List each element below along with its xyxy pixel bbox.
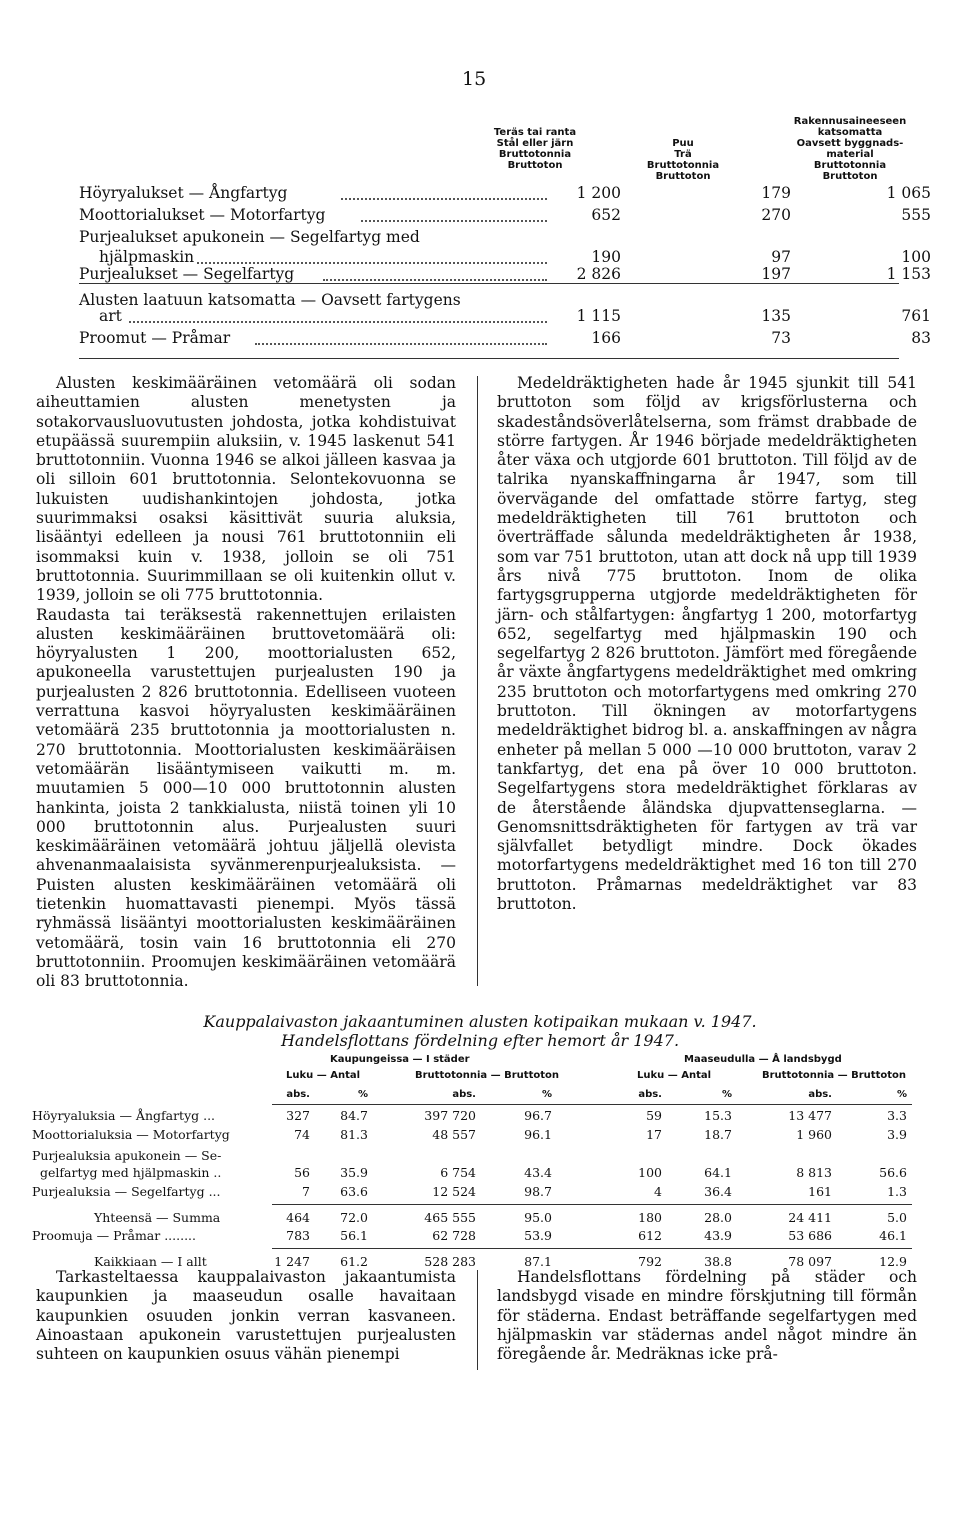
table-cell: 53 686 — [788, 1228, 832, 1243]
table-cell: 15.3 — [704, 1108, 732, 1123]
row-label: Moottorialuksia — Motorfartyg — [32, 1127, 230, 1142]
table1-row: Höyryalukset — Ångfartyg 1 200 179 1 065 — [79, 184, 931, 202]
row-label: Yhteensä — Summa — [94, 1210, 221, 1225]
table-cell: 95.0 — [524, 1210, 552, 1225]
table-cell: 56.1 — [340, 1228, 368, 1243]
table1-row: Proomut — Pråmar 166 73 83 — [79, 329, 931, 347]
subheader: Bruttotonnia — Bruttoton — [762, 1070, 907, 1081]
table-cell: 98.7 — [524, 1184, 552, 1199]
table-cell: 59 — [646, 1108, 662, 1123]
table-cell: 100 — [638, 1165, 662, 1180]
table-rule — [272, 1204, 912, 1205]
unit-label: abs. — [638, 1089, 662, 1100]
unit-label: abs. — [286, 1089, 310, 1100]
table-cell: 12.9 — [879, 1254, 907, 1269]
table-cell: 6 754 — [440, 1165, 476, 1180]
finnish-text-column — [36, 374, 456, 992]
paragraph: Raudasta tai teräksestä rakennettujen erilaisten alusten keskimääräinen bruttovetomäärä oli: höyryalusten 1 200, moottorialusten 652, apukoneella varustettujen purjealusten 190 ja purjealusten 2 826 bruttotonnia. Edelliseen vuoteen verrattuna kasvoi höyryalusten keskimääräinen vetomäärä 235 bruttotonnia ja moottorialusten n. 270 bruttotonnia. Moottorialusten keskimääräisen vetomäärän lisääntymiseen vaikutti m. m. muutamien 5 000—10 000 bruttotonnin alusten hankinta, joista 2 tankkialusta, niistä toinen yli 10 000 bruttotonnin alus. Purjealusten suuri keskimääräinen vetomäärä johtuu jäljellä olevista ahvenanmaalaisista syvänmerenpurjealuksista. — Puisten alusten keskimääräinen vetomäärä oli tietenkin huomattavasti pienempi. Myös tässä ryhmässä lisääntyi moottorialusten keskimääräinen vetomäärä, tosin vain 16 bruttotonnia eli 270 bruttotonniin. Proomujen keskimääräinen vetomäärä oli 83 bruttotonnia. — [36, 605, 456, 991]
subheader: Bruttotonnia — Bruttoton — [415, 1070, 560, 1081]
table-cell: 7 — [302, 1184, 310, 1199]
table-cell: 87.1 — [524, 1254, 552, 1269]
table1-row: hjälpmaskin 190 97 100 — [99, 248, 931, 266]
table-cell: 36.4 — [704, 1184, 732, 1199]
table-cell: 43.9 — [704, 1228, 732, 1243]
hemort-table — [32, 1052, 920, 1269]
table-cell: 612 — [638, 1228, 662, 1243]
table-cell: 38.8 — [704, 1254, 732, 1269]
table-cell: 4 — [654, 1184, 662, 1199]
table-cell: 53.9 — [524, 1228, 552, 1243]
unit-label: abs. — [452, 1089, 476, 1100]
row-label: Purjealuksia apukonein — Se- — [32, 1148, 222, 1163]
table-cell: 1 247 — [274, 1254, 310, 1269]
table2-caption-sv: Handelsflottans fördelning efter hemort år 1947. — [280, 1031, 680, 1050]
subheader: Luku — Antal — [286, 1070, 361, 1081]
table-rule — [79, 358, 899, 359]
table-cell: 783 — [286, 1228, 310, 1243]
table-cell: 78 097 — [788, 1254, 832, 1269]
group-header-city: Kaupungeissa — I städer — [330, 1054, 470, 1065]
table-cell: 528 283 — [424, 1254, 476, 1269]
table-cell: 13 477 — [788, 1108, 832, 1123]
table-cell: 3.3 — [887, 1108, 907, 1123]
table-cell: 28.0 — [704, 1210, 732, 1225]
column-divider — [477, 376, 478, 986]
table-cell: 64.1 — [704, 1165, 732, 1180]
table-cell: 161 — [808, 1184, 832, 1199]
table-cell: 8 813 — [796, 1165, 832, 1180]
table-cell: 48 557 — [432, 1127, 476, 1142]
paragraph: Tarkasteltaessa kauppalaivaston jakaantumista kaupunkien ja maaseudun osalle havaitaan kaupunkien osuuden jonkin verran kasvaneen. Ainoastaan apukonein varustettujen purjealusten suhteen on kaupunkien osuus vähän pienempi — [36, 1268, 456, 1364]
table-cell: 327 — [286, 1108, 310, 1123]
table1-header-steel: Teräs tai ranta Stål eller järn Bruttotonnia Bruttoton — [493, 127, 577, 171]
swedish-text-column — [497, 374, 917, 914]
table-cell: 12 524 — [432, 1184, 476, 1199]
table-cell: 62 728 — [432, 1228, 476, 1243]
table-rule — [79, 283, 899, 284]
row-label: Kaikkiaan — I allt — [94, 1254, 207, 1269]
finnish-bottom-paragraph — [36, 1268, 456, 1364]
table-cell: 81.3 — [340, 1127, 368, 1142]
subheader: Luku — Antal — [637, 1070, 712, 1081]
table1-row: Purjealukset — Segelfartyg 2 826 197 1 153 — [79, 265, 931, 283]
table-cell: 63.6 — [340, 1184, 368, 1199]
row-label: Proomuja — Pråmar ........ — [32, 1228, 196, 1243]
row-label: Purjealuksia — Segelfartyg ... — [32, 1184, 221, 1199]
unit-label: % — [357, 1089, 368, 1100]
table-cell: 180 — [638, 1210, 662, 1225]
unit-label: % — [896, 1089, 907, 1100]
table-cell: 18.7 — [704, 1127, 732, 1142]
table1-header-wood: Puu Trä Bruttotonnia Bruttoton — [646, 138, 720, 182]
table-cell: 24 411 — [788, 1210, 832, 1225]
column-divider — [477, 1270, 478, 1370]
row-label: gelfartyg med hjälpmaskin .. — [40, 1165, 222, 1180]
table-cell: 5.0 — [887, 1210, 907, 1225]
table-cell: 74 — [294, 1127, 310, 1142]
table-cell: 61.2 — [340, 1254, 368, 1269]
table-cell: 84.7 — [340, 1108, 368, 1123]
table-rule — [272, 1248, 912, 1249]
table1-row: Moottorialukset — Motorfartyg 652 270 555 — [79, 206, 931, 224]
swedish-bottom-paragraph — [497, 1268, 917, 1364]
page-number: 15 — [462, 68, 487, 90]
paragraph: Handelsflottans fördelning på städer och landsbygd visade en mindre förskjutning till förmån för städerna. Endast beträffande segelfartygen med hjälpmaskin var städernas andel något mindre än föregående år. Medräknas icke prå- — [497, 1268, 917, 1364]
table2-caption-fi: Kauppalaivaston jakaantuminen alusten kotipaikan mukaan v. 1947. — [203, 1012, 757, 1031]
table-cell: 96.7 — [524, 1108, 552, 1123]
table-cell: 397 720 — [424, 1108, 476, 1123]
table-rule — [272, 1104, 912, 1105]
table-cell: 96.1 — [524, 1127, 552, 1142]
table-cell: 56.6 — [879, 1165, 907, 1180]
table1-row: Alusten laatuun katsomatta — Oavsett fartygens — [79, 291, 461, 309]
table1-row: Purjealukset apukonein — Segelfartyg med — [79, 228, 420, 246]
table-cell: 35.9 — [340, 1165, 368, 1180]
table-cell: 1 960 — [796, 1127, 832, 1142]
table-cell: 465 555 — [424, 1210, 476, 1225]
group-header-rural: Maaseudulla — Å landsbygd — [684, 1054, 842, 1065]
table-cell: 46.1 — [879, 1228, 907, 1243]
table-cell: 43.4 — [524, 1165, 552, 1180]
unit-label: % — [721, 1089, 732, 1100]
paragraph: Medeldräktigheten hade år 1945 sjunkit till 541 bruttoton som följd av krigsförlusterna och skadeståndsöverlåtelserna, som främst drabbade de större fartygen. År 1946 började medeldräktigheten åter växa och utgjorde 601 bruttoton. Till följd av de talrika nyanskaffningarna år 1947, som till övervägande del omfattade större fartyg, steg medeldräktigheten till 761 bruttoton och överträffade sålunda medeldräktigheten år 1938, som var 751 bruttoton, utan att dock nå upp till 1939 års nivå 775 bruttoton. Inom de olika fartygsgrupperna utgjorde medeldräktigheten för järn- och stålfartygen: ångfartyg 1 200, motorfartyg 652, segelfartyg med hjälpmaskin 190 och segelfartyg 2 826 bruttoton. Jämfört med föregående år växte ångfartygens medeldräktighet med omkring 235 bruttoton och motorfartygens med omkring 270 bruttoton. Till ökningen av motorfartygens medeldräktighet bidrog bl. a. anskaffningen av några enheter på mellan 5 000 —10 000 bruttoton, varav 2 tankfartyg, det ena på över 10 000 bruttoton. Segelfartygens stora medeldräktighet förklaras av de återstående åländska djupvattenseglarna. — Genomsnittsdräktigheten för fartygen av trä var självfallet betydligt mindre. Dock ökades motorfartygens medeldräktighet med 16 ton till 270 bruttoton. Pråmarnas medeldräktighet var 83 bruttoton. — [497, 374, 917, 914]
row-label: Höyryaluksia — Ångfartyg ... — [32, 1108, 216, 1123]
table1-row: art 1 115 135 761 — [99, 307, 931, 325]
table-cell: 464 — [286, 1210, 310, 1225]
table-cell: 72.0 — [340, 1210, 368, 1225]
table1-header-any-material: Rakennusaineeseen katsomatta Oavsett byggnads- material Bruttotonnia Bruttoton — [793, 116, 907, 182]
table-cell: 17 — [646, 1127, 662, 1142]
unit-label: abs. — [808, 1089, 832, 1100]
table-cell: 56 — [294, 1165, 310, 1180]
table-cell: 3.9 — [887, 1127, 907, 1142]
table-cell: 792 — [638, 1254, 662, 1269]
table-cell: 1.3 — [887, 1184, 907, 1199]
paragraph: Alusten keskimääräinen vetomäärä oli sodan aiheuttamien alusten menetysten ja sotakorvausluovutusten johdosta, jotka kohdistuivat etupäässä suurempiin aluksiin, v. 1945 laskenut 541 bruttotonniin. Vuonna 1946 se alkoi jälleen kasvaa ja oli silloin 601 bruttotonnia. Selontekovuonna se lukuisten uudishankintojen johdosta, jotka suurimmaksi osaksi käsittivät suuria aluksia, lisääntyi edelleen ja nousi 761 bruttotonniin eli isommaksi kuin v. 1938, jolloin se oli 751 bruttotonnia. Suurimmillaan se oli kuitenkin ollut v. 1939, jolloin se oli 775 bruttotonnia. — [36, 374, 456, 605]
unit-label: % — [541, 1089, 552, 1100]
